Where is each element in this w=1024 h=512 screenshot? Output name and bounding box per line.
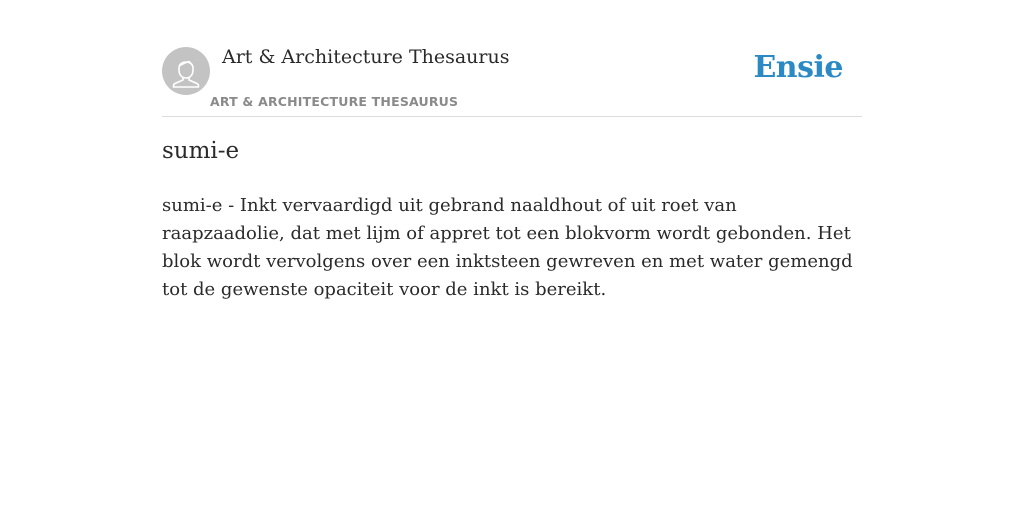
entry-definition: sumi-e - Inkt vervaardigd uit gebrand naaldhout of uit roet van raapzaadolie, dat met lijm of appret tot een blokvorm wordt gebonden. Het blok wordt vervolgens over een inktsteen gewreven en met water gemengd tot de gewenste opaciteit voor de inkt is bereikt. xyxy=(162,195,853,300)
ensie-logo[interactable]: Ensie xyxy=(753,50,843,85)
author-avatar[interactable] xyxy=(162,47,210,95)
author-name[interactable]: Art & Architecture Thesaurus xyxy=(222,46,510,68)
user-silhouette-icon xyxy=(162,47,210,95)
entry-header xyxy=(162,40,862,117)
entry-term: sumi-e xyxy=(162,138,240,164)
source-label[interactable]: ART & ARCHITECTURE THESAURUS xyxy=(210,94,459,109)
